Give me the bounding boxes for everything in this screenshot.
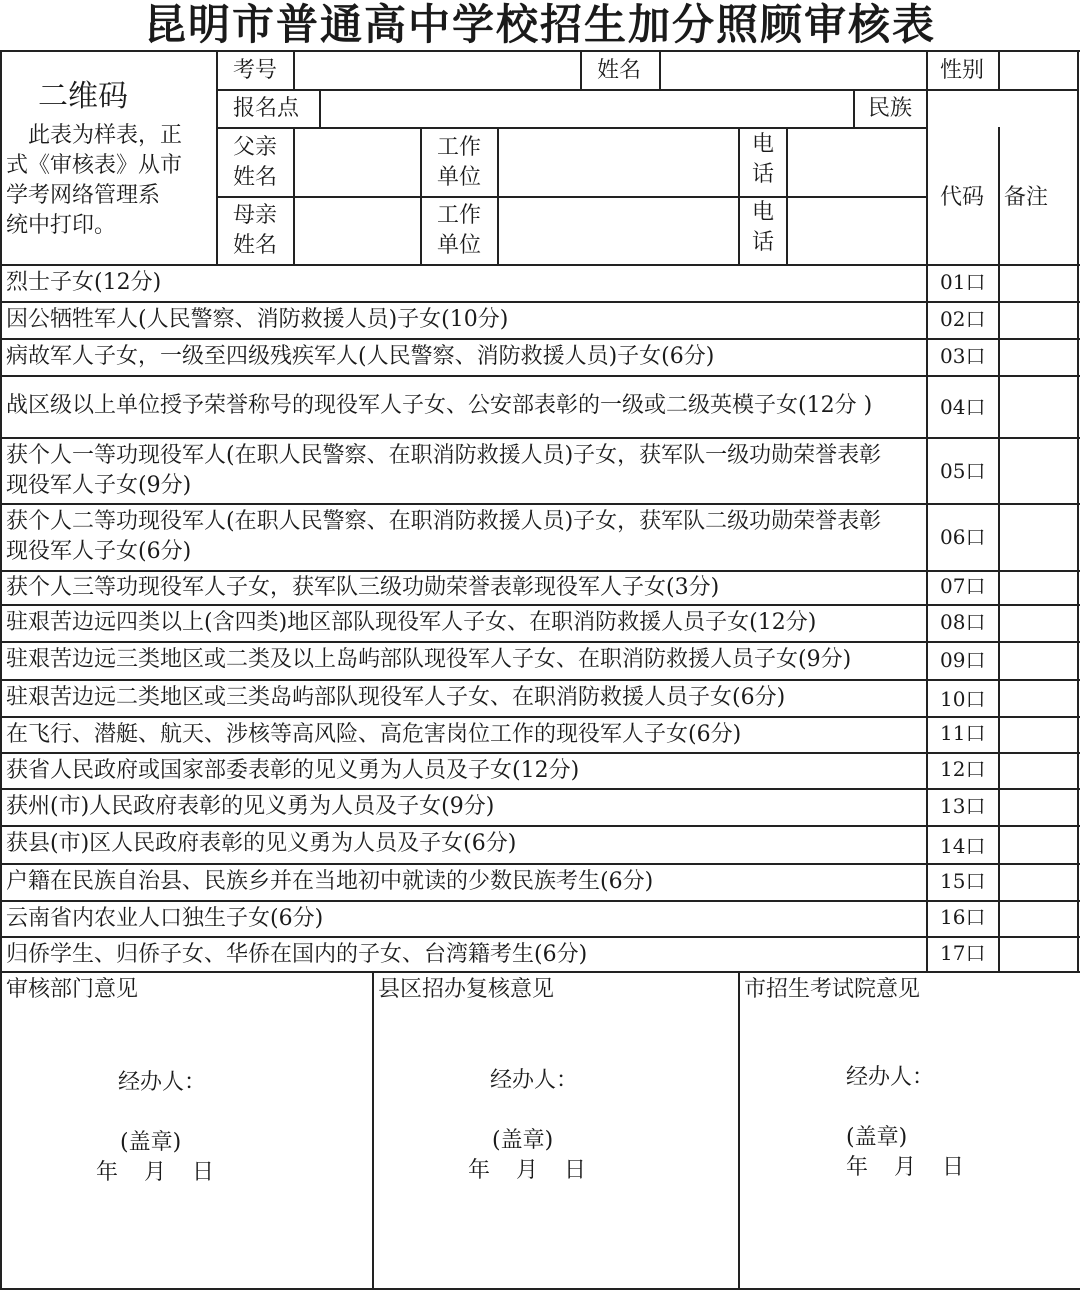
county-office-opinion-heading: 县区招办复核意见 xyxy=(378,977,555,1002)
qr-note-line-3: 学考网络管理系 xyxy=(6,183,161,208)
county-office-seal-label: (盖章) xyxy=(492,1128,554,1153)
audit-dept-opinion-heading: 审核部门意见 xyxy=(6,977,139,1002)
item-08-text: 驻艰苦边远四类以上(含四类)地区部队现役军人子女、在职消防救援人员子女(12分) xyxy=(6,610,817,635)
mother-phone-label-1: 电 xyxy=(752,200,775,225)
father-phone-label-1: 电 xyxy=(752,132,775,157)
mother-work-label-2: 单位 xyxy=(437,233,482,258)
registration-point-label: 报名点 xyxy=(233,96,300,121)
item-04-code-checkbox[interactable]: 04口 xyxy=(940,395,986,419)
audit-dept-date-label: 年 月 日 xyxy=(96,1160,218,1185)
page-title: 昆明市普通高中学校招生加分照顾审核表 xyxy=(143,0,936,49)
item-17-code-checkbox[interactable]: 17口 xyxy=(940,941,986,965)
county-office-handler-label: 经办人： xyxy=(490,1068,579,1093)
item-12-text: 获省人民政府或国家部委表彰的见义勇为人员及子女(12分) xyxy=(6,758,580,783)
mother-work-label-1: 工作 xyxy=(437,203,482,228)
student-name-label: 姓名 xyxy=(597,58,642,83)
item-07-text: 获个人三等功现役军人子女，获军队三级功勋荣誉表彰现役军人子女(3分) xyxy=(6,575,720,600)
item-13-code-checkbox[interactable]: 13口 xyxy=(940,794,986,818)
code-column-header: 代码 xyxy=(940,185,985,210)
father-label-1: 父亲 xyxy=(233,135,278,160)
city-exam-institute-date-label: 年 月 日 xyxy=(846,1155,968,1180)
qr-note-line-2: 式《审核表》从市 xyxy=(6,153,183,178)
qr-note-line-1: 此表为样表，正 xyxy=(28,123,183,148)
item-05-text: 获个人一等功现役军人(在职人民警察、在职消防救援人员)子女，获军队一级功勋荣誉表彰现役军人子女(9分) xyxy=(6,443,882,498)
father-phone-label-2: 话 xyxy=(752,162,775,187)
item-03-code-checkbox[interactable]: 03口 xyxy=(940,344,986,368)
item-08-code-checkbox[interactable]: 08口 xyxy=(940,610,986,634)
item-09-text: 驻艰苦边远三类地区或二类及以上岛屿部队现役军人子女、在职消防救援人员子女(9分) xyxy=(6,647,852,672)
item-01-text: 烈士子女(12分) xyxy=(6,270,162,295)
item-05-code-checkbox[interactable]: 05口 xyxy=(940,459,986,483)
item-02-code-checkbox[interactable]: 02口 xyxy=(940,307,986,331)
item-13-text: 获州(市)人民政府表彰的见义勇为人员及子女(9分) xyxy=(6,794,495,819)
gender-label: 性别 xyxy=(940,58,985,83)
remark-column-header: 备注 xyxy=(1004,185,1049,210)
mother-phone-label-2: 话 xyxy=(752,230,775,255)
mother-label-2: 姓名 xyxy=(233,233,278,258)
city-exam-institute-seal-label: (盖章) xyxy=(846,1125,908,1150)
item-04-text: 战区级以上单位授予荣誉称号的现役军人子女、公安部表彰的一级或二级英模子女(12分 ) xyxy=(6,393,873,418)
father-label-2: 姓名 xyxy=(233,165,278,190)
item-03-text: 病故军人子女，一级至四级残疾军人(人民警察、消防救援人员)子女(6分) xyxy=(6,344,715,369)
item-06-code-checkbox[interactable]: 06口 xyxy=(940,525,986,549)
item-16-text: 云南省内农业人口独生子女(6分) xyxy=(6,906,324,931)
item-14-text: 获县(市)区人民政府表彰的见义勇为人员及子女(6分) xyxy=(6,831,517,856)
city-exam-institute-handler-label: 经办人： xyxy=(846,1065,935,1090)
item-09-code-checkbox[interactable]: 09口 xyxy=(940,648,986,672)
item-07-code-checkbox[interactable]: 07口 xyxy=(940,574,986,598)
audit-dept-seal-label: (盖章) xyxy=(120,1130,182,1155)
qr-note-line-4: 统中打印。 xyxy=(6,213,117,238)
item-17-text: 归侨学生、归侨子女、华侨在国内的子女、台湾籍考生(6分) xyxy=(6,942,588,967)
item-15-code-checkbox[interactable]: 15口 xyxy=(940,869,986,893)
audit-dept-handler-label: 经办人： xyxy=(118,1070,207,1095)
item-02-text: 因公牺牲军人(人民警察、消防救援人员)子女(10分) xyxy=(6,307,509,332)
item-10-text: 驻艰苦边远二类地区或三类岛屿部队现役军人子女、在职消防救援人员子女(6分) xyxy=(6,685,786,710)
exam-no-label: 考号 xyxy=(233,58,278,83)
item-14-code-checkbox[interactable]: 14口 xyxy=(940,834,986,858)
item-15-text: 户籍在民族自治县、民族乡并在当地初中就读的少数民族考生(6分) xyxy=(6,869,654,894)
item-16-code-checkbox[interactable]: 16口 xyxy=(940,905,986,929)
item-10-code-checkbox[interactable]: 10口 xyxy=(940,687,986,711)
item-11-code-checkbox[interactable]: 11口 xyxy=(940,721,986,745)
item-06-text: 获个人二等功现役军人(在职人民警察、在职消防救援人员)子女，获军队二级功勋荣誉表彰现役军人子女(6分) xyxy=(6,509,882,564)
ethnicity-label: 民族 xyxy=(868,96,913,121)
mother-label-1: 母亲 xyxy=(233,203,278,228)
city-exam-institute-opinion-heading: 市招生考试院意见 xyxy=(744,977,921,1002)
father-work-label-2: 单位 xyxy=(437,165,482,190)
item-11-text: 在飞行、潜艇、航天、涉核等高风险、高危害岗位工作的现役军人子女(6分) xyxy=(6,722,742,747)
father-work-label-1: 工作 xyxy=(437,135,482,160)
county-office-date-label: 年 月 日 xyxy=(468,1158,590,1183)
qr-code-heading: 二维码 xyxy=(38,79,128,114)
item-12-code-checkbox[interactable]: 12口 xyxy=(940,757,986,781)
item-01-code-checkbox[interactable]: 01口 xyxy=(940,270,986,294)
